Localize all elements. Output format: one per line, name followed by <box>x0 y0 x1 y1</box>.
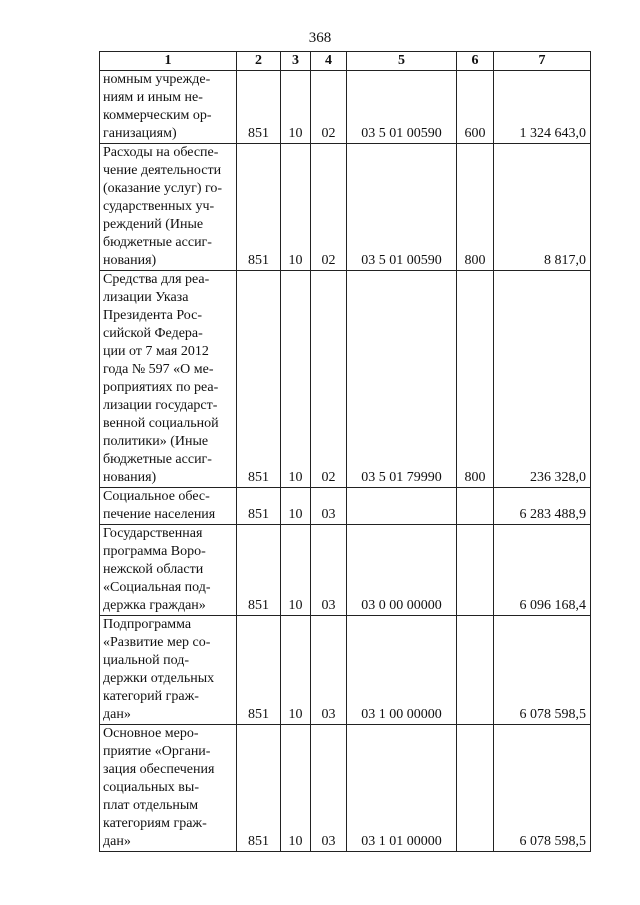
row-col-6 <box>457 725 494 852</box>
row-col-5 <box>347 488 457 525</box>
row-col-2: 851 <box>237 488 281 525</box>
row-col-6 <box>457 616 494 725</box>
table-row <box>100 616 591 725</box>
table-row <box>100 725 591 852</box>
row-col-7: 236 328,0 <box>494 271 591 488</box>
row-col-6: 600 <box>457 71 494 144</box>
row-name: Подпрограмма «Развитие мер со- циальной под- держки отдельных категорий граж- дан» <box>100 616 237 725</box>
row-col-5: 03 5 01 00590 <box>347 71 457 144</box>
table-row <box>100 144 591 271</box>
row-col-3: 10 <box>281 525 311 616</box>
row-name: Основное меро- приятие «Органи- зация обеспечения социальных вы- плат отдельным категориям граж- дан» <box>100 725 237 852</box>
budget-table <box>99 51 591 852</box>
row-col-4: 03 <box>311 525 347 616</box>
row-col-6: 800 <box>457 144 494 271</box>
row-name: Социальное обес- печение населения <box>100 488 237 525</box>
page-number: 368 <box>308 30 332 46</box>
row-col-2: 851 <box>237 616 281 725</box>
header-col-7: 7 <box>494 52 591 71</box>
row-col-3: 10 <box>281 271 311 488</box>
row-col-4: 03 <box>311 488 347 525</box>
row-col-5: 03 1 01 00000 <box>347 725 457 852</box>
header-col-1: 1 <box>100 52 237 71</box>
row-col-3: 10 <box>281 616 311 725</box>
row-col-2: 851 <box>237 271 281 488</box>
row-col-7: 1 324 643,0 <box>494 71 591 144</box>
row-col-6 <box>457 488 494 525</box>
row-col-5: 03 0 00 00000 <box>347 525 457 616</box>
row-name: Государственная программа Воро- нежской области «Социальная под- держка граждан» <box>100 525 237 616</box>
row-col-3: 10 <box>281 144 311 271</box>
header-col-2: 2 <box>237 52 281 71</box>
header-col-4: 4 <box>311 52 347 71</box>
row-col-3: 10 <box>281 488 311 525</box>
row-col-2: 851 <box>237 71 281 144</box>
row-col-2: 851 <box>237 725 281 852</box>
row-col-3: 10 <box>281 71 311 144</box>
row-col-5: 03 1 00 00000 <box>347 616 457 725</box>
row-col-7: 6 078 598,5 <box>494 616 591 725</box>
row-name: Средства для реа- лизации Указа Президента Рос- сийской Федера- ции от 7 мая 2012 года № 597 «О ме- роприятиях по реа- лизации государст- венной социальной политики» (Иные бюджетные ассиг- нования) <box>100 271 237 488</box>
row-col-7: 6 078 598,5 <box>494 725 591 852</box>
header-col-6: 6 <box>457 52 494 71</box>
row-col-2: 851 <box>237 144 281 271</box>
row-col-6 <box>457 525 494 616</box>
row-col-4: 02 <box>311 71 347 144</box>
row-col-3: 10 <box>281 725 311 852</box>
row-col-2: 851 <box>237 525 281 616</box>
row-col-4: 02 <box>311 144 347 271</box>
row-col-7: 6 283 488,9 <box>494 488 591 525</box>
header-col-3: 3 <box>281 52 311 71</box>
table-row <box>100 525 591 616</box>
row-col-4: 02 <box>311 271 347 488</box>
row-col-6: 800 <box>457 271 494 488</box>
header-col-5: 5 <box>347 52 457 71</box>
table-row <box>100 488 591 525</box>
table-row <box>100 71 591 144</box>
row-name: Расходы на обеспе- чение деятельности (оказание услуг) го- сударственных уч- реждений (Иные бюджетные ассиг- нования) <box>100 144 237 271</box>
table-row <box>100 271 591 488</box>
row-col-5: 03 5 01 79990 <box>347 271 457 488</box>
row-col-4: 03 <box>311 616 347 725</box>
row-name: номным учрежде- ниям и иным не- коммерческим ор- ганизациям) <box>100 71 237 144</box>
header-row <box>100 52 591 71</box>
row-col-7: 6 096 168,4 <box>494 525 591 616</box>
row-col-7: 8 817,0 <box>494 144 591 271</box>
row-col-4: 03 <box>311 725 347 852</box>
row-col-5: 03 5 01 00590 <box>347 144 457 271</box>
